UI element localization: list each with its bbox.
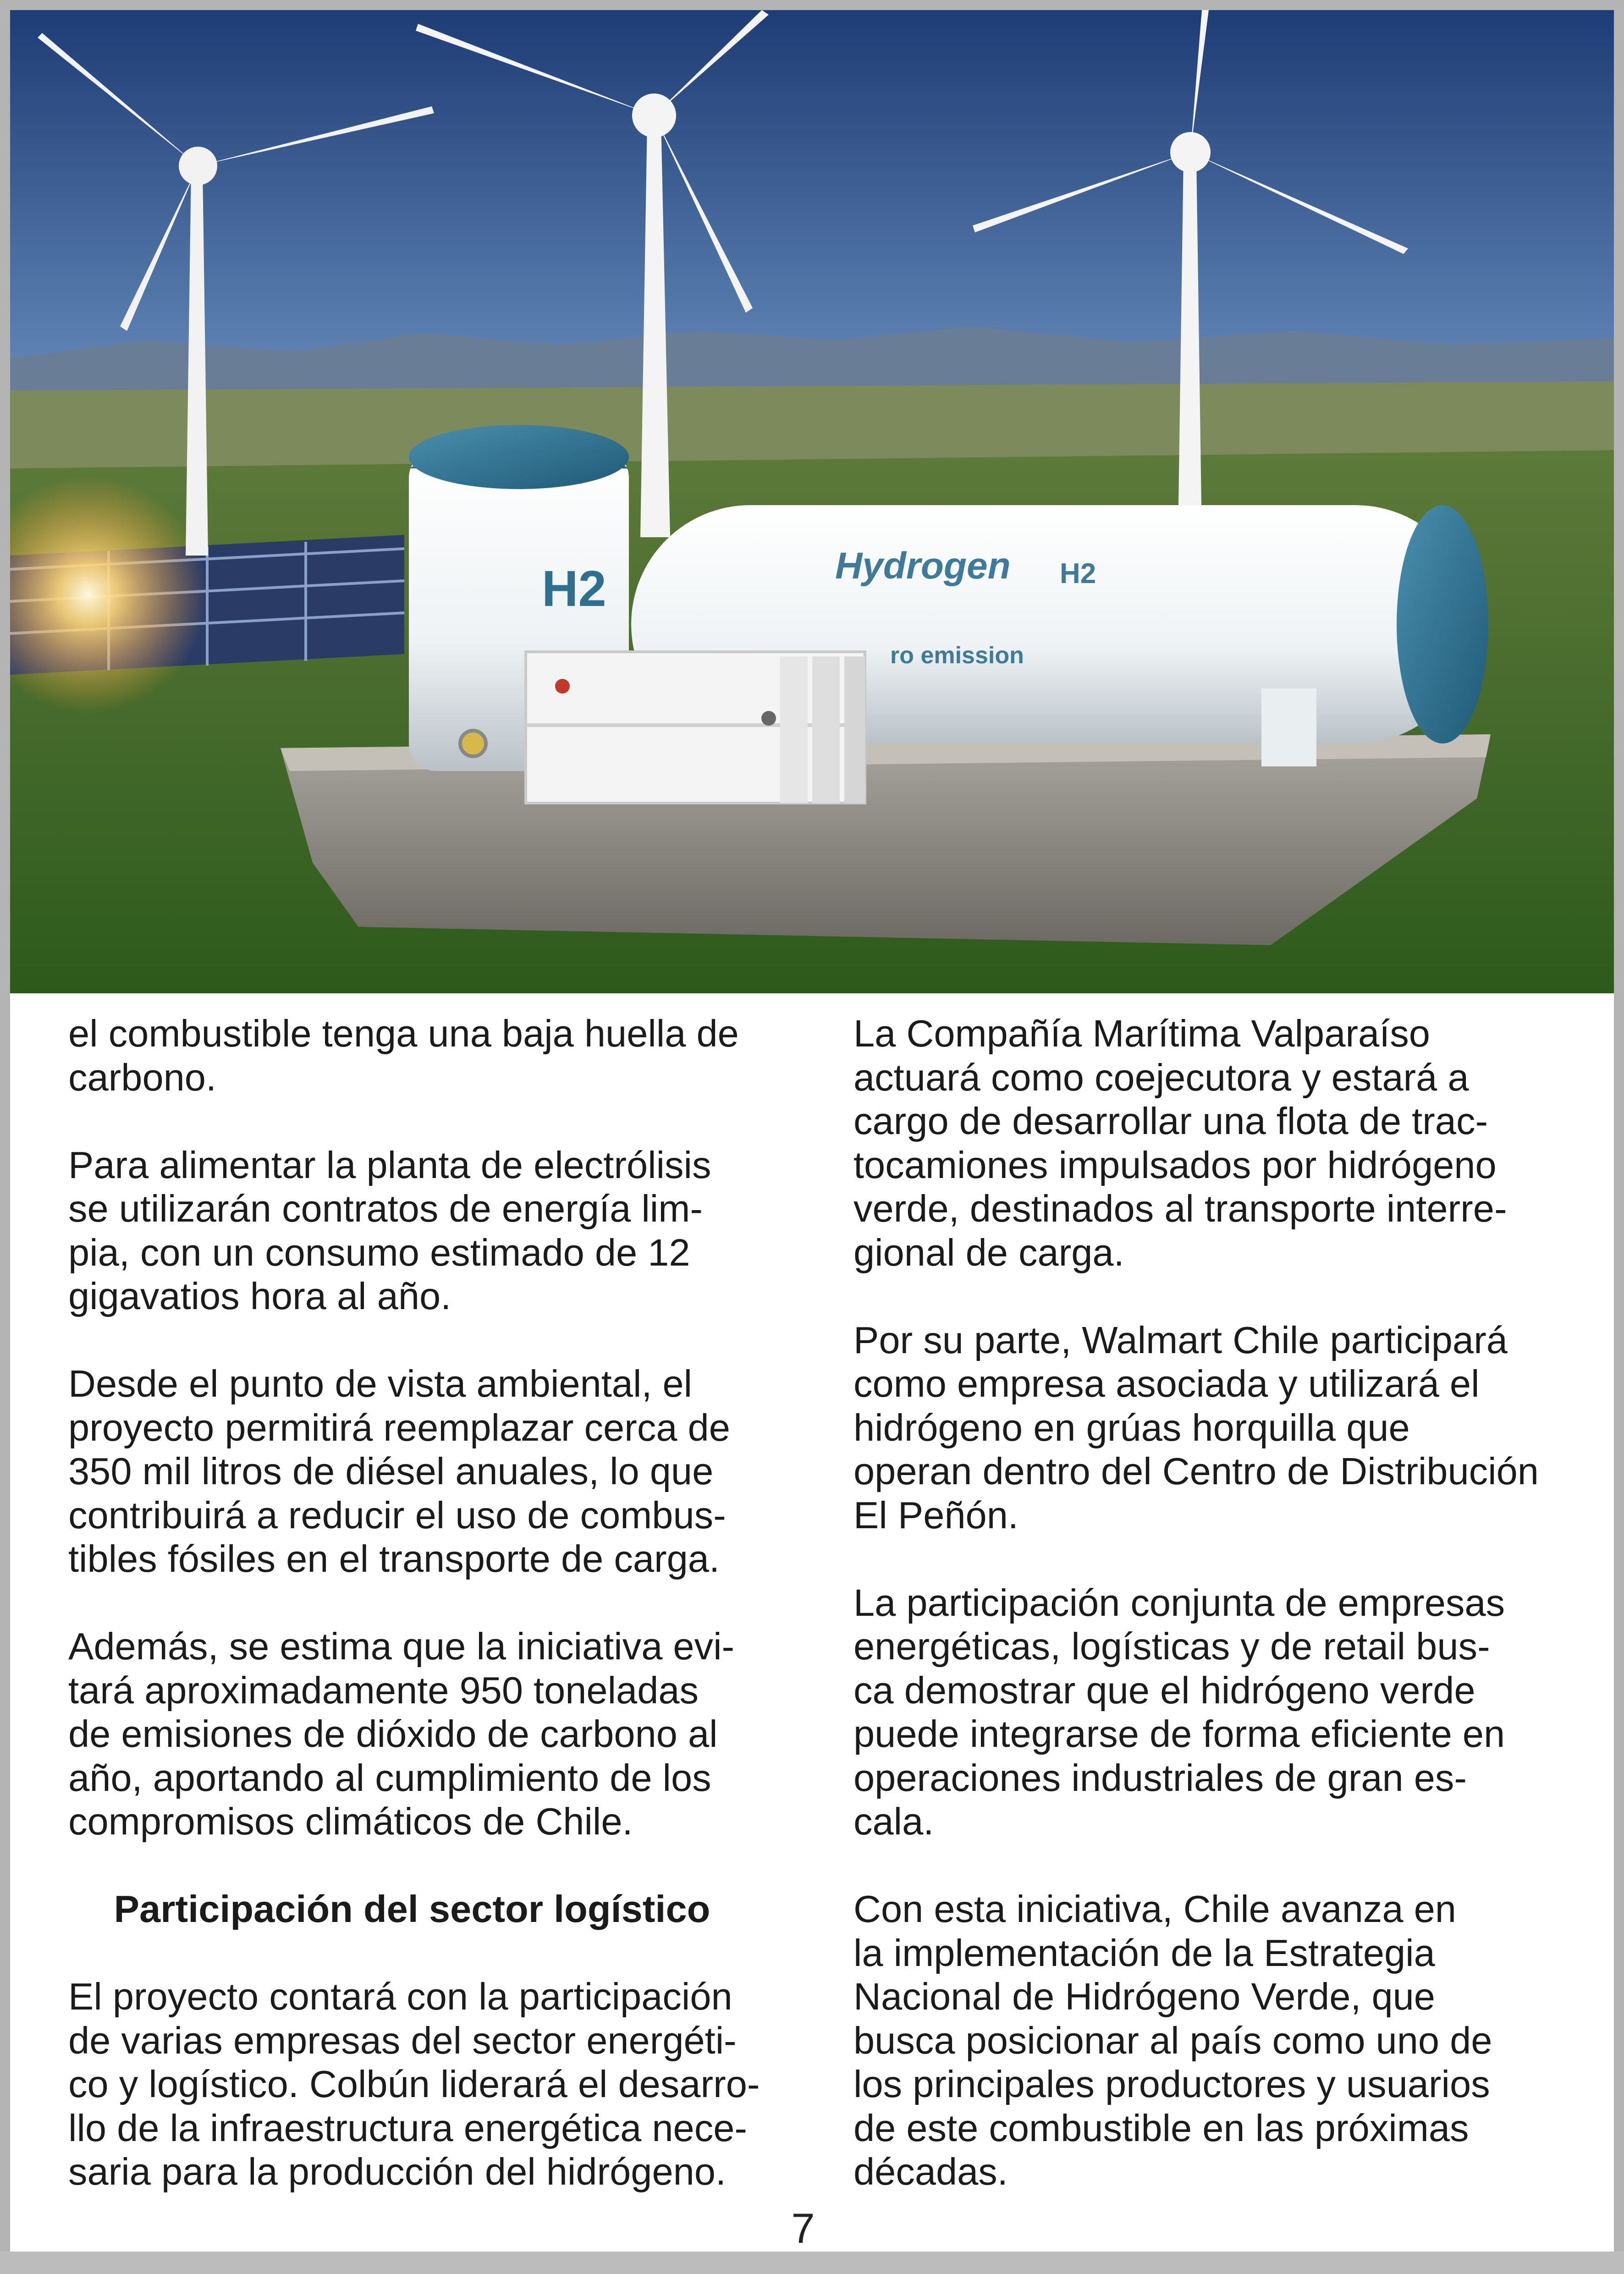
hero-photo	[10, 10, 1614, 993]
page-number: 7	[791, 2205, 815, 2252]
tank-label-emission: ro emission	[890, 642, 1024, 669]
battery-pack-icon	[526, 652, 865, 803]
paragraph: el combustible tenga una baja huella de carbono.	[68, 1012, 739, 1099]
page-bottom-border	[0, 2252, 1624, 2274]
page	[10, 10, 1614, 2252]
hydrogen-plant-illustration	[10, 10, 1614, 993]
paragraph: Para alimentar la planta de electrólisis se utilizarán contratos de energía lim- pia, con un consumo estimado de 12 gigavatios hora al año.	[68, 1143, 711, 1317]
left-column	[68, 1012, 783, 2237]
paragraph: Con esta iniciativa, Chile avanza en la implementación de la Estrategia Nacional de Hidrógeno Verde, que busca posicionar al país como uno de los principales productores y usuarios de este combustible en las próximas décadas.	[853, 1888, 1492, 2193]
right-column	[853, 1012, 1569, 2237]
paragraph: El proyecto contará con la participación de varias empresas del sector energéti- co y logístico. Colbún liderará el desarro- llo de la infraestructura energética nece- saria para la producción del hidrógeno.	[68, 1975, 760, 2193]
paragraph: Además, se estima que la iniciativa evi- tará aproximadamente 950 toneladas de emisiones de dióxido de carbono al año, aportando al cumplimiento de los compromisos climáticos de Chile.	[68, 1625, 735, 1843]
tank-label-h2-small: H2	[1060, 558, 1096, 589]
tank-label-h2: H2	[542, 561, 606, 617]
section-heading: Participación del sector logístico	[114, 1888, 710, 1930]
paragraph: La participación conjunta de empresas energéticas, logísticas y de retail bus- ca demostrar que el hidrógeno verde puede integrarse de forma eficiente en operaciones industriales de gran es- cala.	[853, 1581, 1505, 1843]
paragraph: Desde el punto de vista ambiental, el proyecto permitirá reemplazar cerca de 350 mil litros de diésel anuales, lo que contribuirá a reducir el uso de combus- tibles fósiles en el transporte de carga.	[68, 1362, 730, 1580]
paragraph: Por su parte, Walmart Chile participará como empresa asociada y utilizará el hidrógeno en grúas horquilla que operan dentro del Centro de Distribución El Peñón.	[853, 1318, 1539, 1536]
paragraph: La Compañía Marítima Valparaíso actuará como coejecutora y estará a cargo de desarrollar una flota de trac- tocamiones impulsados por hidrógeno verde, destinados al transporte interre- gional de carga.	[853, 1012, 1507, 1274]
tank-label-hydrogen: Hydrogen	[835, 545, 1011, 587]
